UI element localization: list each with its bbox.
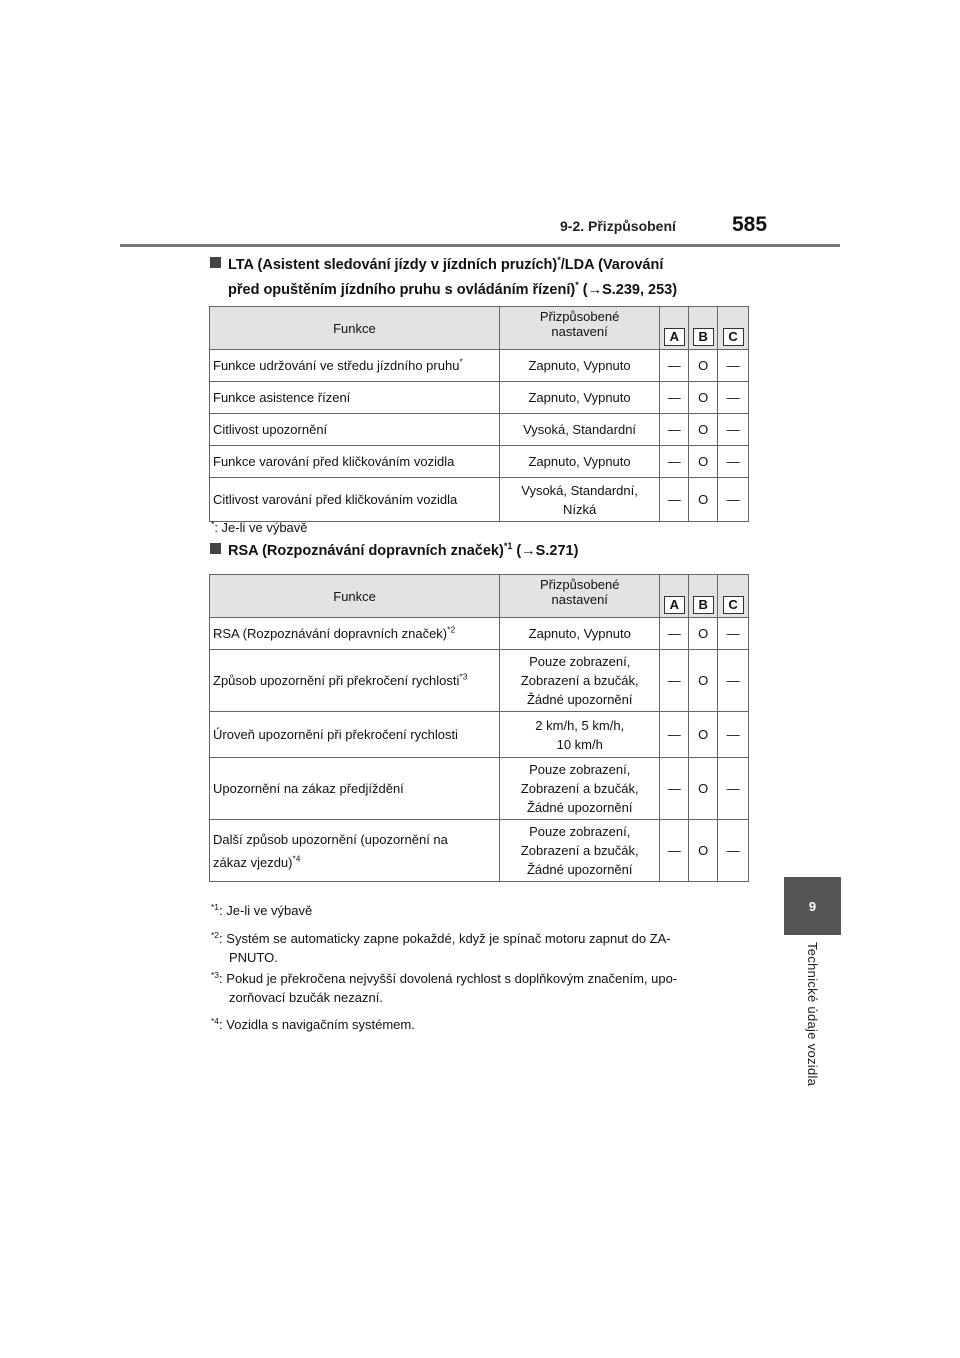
col-header-b: B bbox=[693, 596, 714, 614]
section-title: 9-2. Přizpůsobení bbox=[560, 218, 676, 234]
col-header-func: Funkce bbox=[210, 575, 500, 618]
row-model-a: — bbox=[660, 618, 689, 650]
row-model-c: — bbox=[718, 414, 749, 446]
section1-heading: LTA (Asistent sledování jízdy v jízdních pruzích)*/LDA (Varování před opuštěním jízdního pruhu s ovládáním řízení)* (→S.239, 253) bbox=[210, 253, 677, 303]
row-model-b: O bbox=[689, 350, 718, 382]
row-model-a: — bbox=[660, 820, 689, 882]
footnote-marker: * bbox=[459, 356, 463, 367]
row-settings: Vysoká, Standardní, Nízká bbox=[499, 478, 660, 522]
row-model-c: — bbox=[718, 618, 749, 650]
row-model-c: — bbox=[718, 650, 749, 712]
row-function: RSA (Rozpoznávání dopravních značek)$^{*2}$ bbox=[210, 618, 500, 650]
row-settings: Zapnuto, Vypnuto bbox=[500, 618, 660, 650]
row-model-a: — bbox=[660, 758, 689, 820]
chapter-label bbox=[784, 942, 841, 1117]
table-row bbox=[210, 618, 749, 650]
col-header-c: C bbox=[723, 596, 744, 614]
row-settings: Zapnuto, Vypnuto bbox=[499, 446, 660, 478]
row-model-b: O bbox=[689, 650, 718, 712]
footnote-marker: *2 bbox=[447, 624, 456, 635]
row-function: Další způsob upozornění (upozornění na zákaz vjezdu)$^{*4}$ bbox=[210, 820, 500, 882]
footnote: $^{*1}$: Je-li ve výbavě bbox=[211, 902, 313, 918]
col-header-b: B bbox=[693, 328, 714, 346]
bullet-square-icon bbox=[210, 543, 221, 554]
row-model-c: — bbox=[718, 758, 749, 820]
chapter-number: 9 bbox=[808, 898, 817, 914]
footnote: $^{*4}$: Vozidla s navigačním systémem. bbox=[211, 1016, 415, 1032]
row-model-b: O bbox=[689, 820, 718, 882]
bullet-square-icon bbox=[210, 257, 221, 268]
section2-heading: RSA (Rozpoznávání dopravních značek)$^{*1}$ (→S.271) bbox=[210, 539, 578, 564]
row-model-c: — bbox=[718, 446, 749, 478]
page-number: 585 bbox=[732, 213, 768, 236]
col-header-a: A bbox=[664, 596, 685, 614]
table-header-row bbox=[210, 575, 749, 618]
col-header-a: A bbox=[664, 328, 685, 346]
table-row bbox=[210, 350, 749, 382]
row-model-b: O bbox=[689, 618, 718, 650]
table-row bbox=[210, 820, 749, 882]
table-row bbox=[210, 414, 749, 446]
row-function: Upozornění na zákaz předjíždění bbox=[210, 758, 500, 820]
row-model-b: O bbox=[689, 712, 718, 758]
rsa-settings-table bbox=[209, 574, 749, 882]
row-settings: Pouze zobrazení, Zobrazení a bzučák, Žádné upozornění bbox=[500, 820, 660, 882]
row-model-b: O bbox=[689, 478, 718, 522]
row-model-c: — bbox=[718, 478, 749, 522]
row-model-b: O bbox=[689, 446, 718, 478]
chapter-tab bbox=[784, 877, 841, 935]
row-function: Citlivost varování před kličkováním vozidla bbox=[210, 478, 500, 522]
row-model-c: — bbox=[718, 382, 749, 414]
row-function: Funkce udržování ve středu jízdního pruhu* bbox=[210, 350, 500, 382]
section1-footnote: *: Je-li ve výbavě bbox=[211, 519, 308, 535]
row-function: Způsob upozornění při překročení rychlosti$^{*3}$ bbox=[210, 650, 500, 712]
row-model-c: — bbox=[718, 712, 749, 758]
row-function: Úroveň upozornění při překročení rychlosti bbox=[210, 712, 500, 758]
row-model-c: — bbox=[718, 350, 749, 382]
col-header-func: Funkce bbox=[210, 307, 500, 350]
row-settings: Zapnuto, Vypnuto bbox=[499, 382, 660, 414]
row-model-a: — bbox=[660, 478, 689, 522]
row-function: Citlivost upozornění bbox=[210, 414, 500, 446]
row-model-a: — bbox=[660, 650, 689, 712]
row-model-b: O bbox=[689, 414, 718, 446]
row-settings: 2 km/h, 5 km/h, 10 km/h bbox=[500, 712, 660, 758]
row-model-a: — bbox=[660, 350, 689, 382]
lta-settings-table bbox=[209, 306, 749, 522]
header-rule bbox=[120, 244, 840, 247]
table-row bbox=[210, 650, 749, 712]
footnote: $^{*3}$: Pokud je překročena nejvyšší dovolená rychlost s doplňkovým značením, upo- zorňovací bzučák nezazní. bbox=[211, 970, 678, 1005]
row-model-c: — bbox=[718, 820, 749, 882]
row-model-b: O bbox=[689, 758, 718, 820]
chapter-label-text: Technické údaje vozidla bbox=[805, 942, 820, 1087]
row-model-a: — bbox=[660, 446, 689, 478]
row-settings: Pouze zobrazení, Zobrazení a bzučák, Žádné upozornění bbox=[500, 650, 660, 712]
row-settings: Zapnuto, Vypnuto bbox=[499, 350, 660, 382]
table-row bbox=[210, 382, 749, 414]
row-function: Funkce varování před kličkováním vozidla bbox=[210, 446, 500, 478]
footnote-marker: *3 bbox=[459, 671, 468, 682]
footnote-marker: *4 bbox=[292, 853, 301, 864]
table-row bbox=[210, 446, 749, 478]
row-settings: Vysoká, Standardní bbox=[499, 414, 660, 446]
table-row bbox=[210, 712, 749, 758]
row-model-a: — bbox=[660, 712, 689, 758]
row-model-a: — bbox=[660, 414, 689, 446]
col-header-c: C bbox=[723, 328, 744, 346]
row-model-a: — bbox=[660, 382, 689, 414]
col-header-settings: Přizpůsobené nastavení bbox=[499, 307, 660, 350]
table-row bbox=[210, 758, 749, 820]
footnote: $^{*2}$: Systém se automaticky zapne pokaždé, když je spínač motoru zapnut do ZA- PNUTO. bbox=[211, 930, 671, 965]
row-settings: Pouze zobrazení, Zobrazení a bzučák, Žádné upozornění bbox=[500, 758, 660, 820]
table-header-row bbox=[210, 307, 749, 350]
row-function: Funkce asistence řízení bbox=[210, 382, 500, 414]
col-header-settings: Přizpůsobené nastavení bbox=[500, 575, 660, 618]
row-model-b: O bbox=[689, 382, 718, 414]
